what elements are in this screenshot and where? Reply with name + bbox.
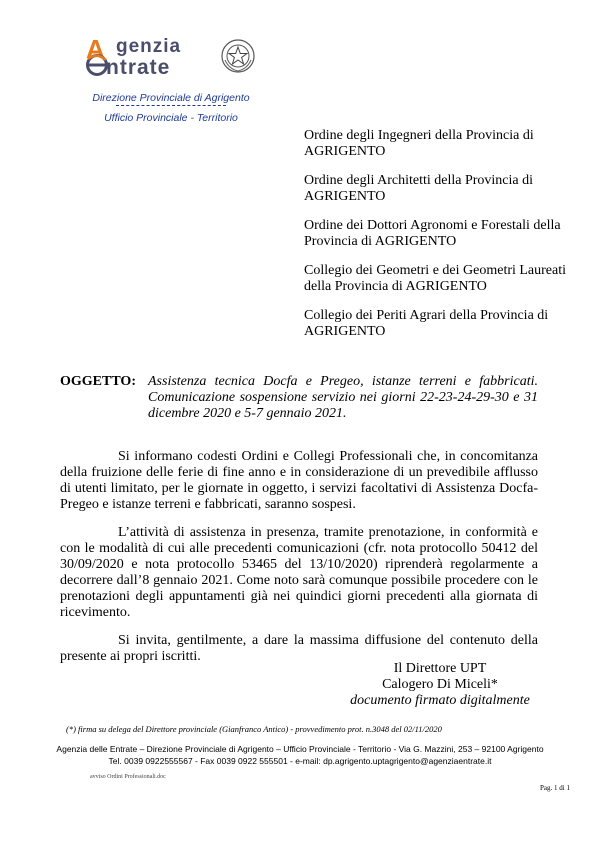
signature-block — [340, 661, 540, 709]
office-separator — [116, 105, 226, 106]
page-number: Pag. 1 di 1 — [540, 784, 570, 792]
document-filename: avviso Ordini Professionali.doc — [90, 774, 166, 780]
letter-body — [60, 449, 538, 677]
recipient: Ordine degli Architetti della Provincia di AGRIGENTO — [304, 173, 533, 204]
signer-name: Calogero Di Miceli* — [382, 677, 498, 692]
recipient: Ordine degli Ingegneri della Provincia di AGRIGENTO — [304, 128, 534, 159]
recipient: Collegio dei Periti Agrari della Provincia di AGRIGENTO — [304, 308, 549, 339]
logo-word-ntrate: ntrate — [106, 56, 171, 79]
office-line-directorate: Direzione Provinciale di Agrigento — [92, 92, 250, 104]
body-paragraph: Si invita, gentilmente, a dare la massima diffusione del contenuto della presente ai propri iscritti. — [60, 633, 538, 664]
logo-letter-a: A — [86, 34, 105, 64]
recipient: Ordine dei Dottori Agronomi e Forestali della Provincia di AGRIGENTO — [304, 218, 561, 249]
italian-republic-emblem-icon — [220, 38, 256, 74]
recipients-block — [304, 128, 574, 353]
signer-role: Il Direttore UPT — [393, 661, 487, 676]
footer-address: Agenzia delle Entrate – Direzione Provinciale di Agrigento – Ufficio Provinciale - Territorio - Via G. Mazzini, 253 – 92100 Agrigento — [56, 744, 544, 754]
logo-word-genzia: genzia — [116, 36, 182, 57]
body-paragraph: Si informano codesti Ordini e Collegi Professionali che, in concomitanza della fruizione delle ferie di fine anno e in considerazione di un prevedibile afflusso di utenti limitato, per le giornate in oggetto, i servizi facoltativi di Assistenza Docfa-Pregeo e istanze terreni e fabbricati, saranno sospesi. — [60, 449, 538, 512]
signature-note: documento firmato digitalmente — [350, 693, 530, 708]
subject-text: Assistenza tecnica Docfa e Pregeo, istanze terreni e fabbricati. Comunicazione sospensione servizio nei giorni 22-23-24-29-30 e 31 dicembre 2020 e 5-7 gennaio 2021. — [148, 374, 538, 421]
office-line-unit: Ufficio Provinciale - Territorio — [104, 112, 238, 124]
subject-block — [60, 374, 538, 422]
body-paragraph: L’attività di assistenza in presenza, tramite prenotazione, in conformità e con le modalità di cui alle precedenti comunicazioni (cfr. nota protocollo 50412 del 30/09/2020 e nota protocollo 53465 del 13/10/2020) riprenderà regolarmente a decorrere dall’8 gennaio 2021. Come noto sarà comunque possibile procedere con le prenotazioni degli appuntamenti già nei quindici giorni precedenti alla giornata di ricevimento. — [60, 525, 538, 620]
footer-contacts: Tel. 0039 0922555567 - Fax 0039 0922 555501 - e-mail: dp.agrigento.uptagrigento@agenziaentrate.it — [108, 756, 492, 766]
recipient: Collegio dei Geometri e dei Geometri Laureati della Provincia di AGRIGENTO — [304, 263, 567, 294]
subject-label: OGGETTO: — [60, 374, 136, 389]
logo-e-icon — [86, 54, 108, 76]
delegation-footnote: (*) firma su delega del Direttore provinciale (Gianfranco Antico) - provvedimento prot. n.3048 del 02/11/2020 — [66, 724, 442, 734]
